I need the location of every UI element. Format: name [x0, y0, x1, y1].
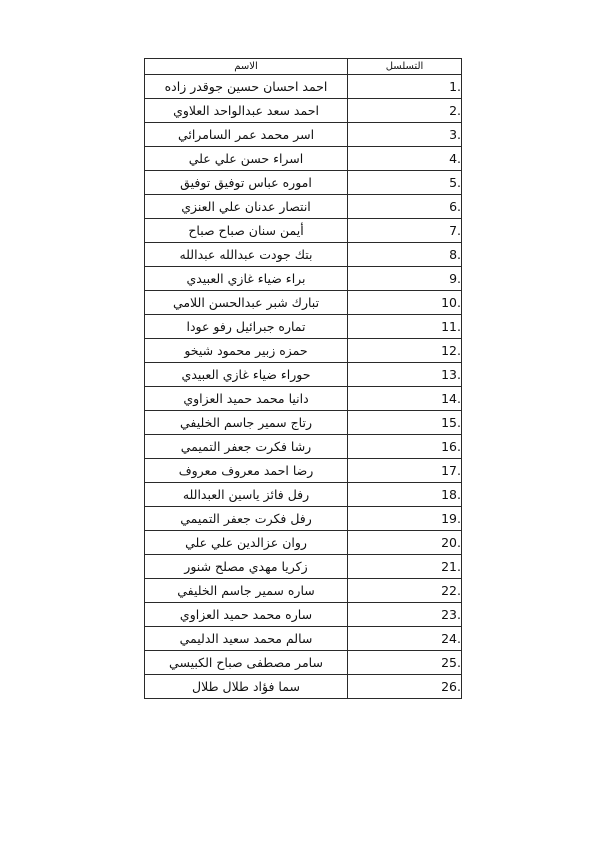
table-row: [145, 147, 462, 171]
sequence-cell: [348, 363, 462, 387]
sequence-cell: [348, 171, 462, 195]
name-cell: اسراء حسن علي علي: [145, 147, 348, 171]
sequence-number: .7: [449, 223, 461, 238]
sequence-number: .11: [441, 319, 461, 334]
sequence-number: .19: [441, 511, 461, 526]
table-row: [145, 627, 462, 651]
table-row: [145, 75, 462, 99]
table-row: [145, 339, 462, 363]
sequence-cell: [348, 99, 462, 123]
table-row: [145, 579, 462, 603]
table-row: [145, 435, 462, 459]
table-row: [145, 555, 462, 579]
sequence-number: .20: [441, 535, 461, 550]
table-row: [145, 675, 462, 699]
name-cell: براء ضياء غازي العبيدي: [145, 267, 348, 291]
sequence-number: .25: [441, 655, 461, 670]
sequence-number: .17: [441, 463, 461, 478]
sequence-cell: [348, 483, 462, 507]
name-cell: زكريا مهدي مصلح شنور: [145, 555, 348, 579]
name-cell: سالم محمد سعيد الدليمي: [145, 627, 348, 651]
table-row: [145, 363, 462, 387]
sequence-number: .3: [449, 127, 461, 142]
name-cell: اسر محمد عمر السامرائي: [145, 123, 348, 147]
sequence-cell: [348, 147, 462, 171]
table-row: [145, 195, 462, 219]
name-cell: تبارك شبر عبدالحسن اللامي: [145, 291, 348, 315]
sequence-cell: [348, 579, 462, 603]
sequence-number: .26: [441, 679, 461, 694]
table-row: [145, 387, 462, 411]
sequence-cell: [348, 243, 462, 267]
table-row: [145, 483, 462, 507]
name-cell: ساره سمير جاسم الخليفي: [145, 579, 348, 603]
name-cell: سما فؤاد طلال طلال: [145, 675, 348, 699]
sequence-number: .1: [449, 79, 461, 94]
name-cell: رشا فكرت جعفر التميمي: [145, 435, 348, 459]
sequence-cell: [348, 339, 462, 363]
sequence-cell: [348, 507, 462, 531]
name-cell: بتك جودت عبدالله عبدالله: [145, 243, 348, 267]
sequence-number: .8: [449, 247, 461, 262]
sequence-number: .10: [441, 295, 461, 310]
sequence-cell: [348, 267, 462, 291]
name-cell: حمزه زبير محمود شيخو: [145, 339, 348, 363]
sequence-number: .15: [441, 415, 461, 430]
name-cell: روان عزالدين علي علي: [145, 531, 348, 555]
name-cell: سامر مصطفى صباح الكبيسي: [145, 651, 348, 675]
sequence-number: .12: [441, 343, 461, 358]
name-cell: احمد سعد عبدالواحد العلاوي: [145, 99, 348, 123]
sequence-number: .4: [449, 151, 461, 166]
sequence-number: .9: [449, 271, 461, 286]
sequence-number: .6: [449, 199, 461, 214]
sequence-number: .18: [441, 487, 461, 502]
sequence-cell: [348, 651, 462, 675]
sequence-cell: [348, 531, 462, 555]
sequence-number: .24: [441, 631, 461, 646]
name-cell: ساره محمد حميد العزاوي: [145, 603, 348, 627]
sequence-cell: [348, 675, 462, 699]
sequence-number: .23: [441, 607, 461, 622]
name-cell: دانيا محمد حميد العزاوي: [145, 387, 348, 411]
table-row: [145, 219, 462, 243]
sequence-number: .14: [441, 391, 461, 406]
sequence-cell: [348, 459, 462, 483]
sequence-cell: [348, 627, 462, 651]
sequence-number: .2: [449, 103, 461, 118]
table-row: [145, 99, 462, 123]
table-row: [145, 651, 462, 675]
sequence-cell: [348, 387, 462, 411]
table-row: [145, 411, 462, 435]
sequence-cell: [348, 411, 462, 435]
name-cell: رفل فكرت جعفر التميمي: [145, 507, 348, 531]
name-cell: رتاج سمير جاسم الخليفي: [145, 411, 348, 435]
name-cell: حوراء ضياء غازي العبيدي: [145, 363, 348, 387]
sequence-cell: [348, 555, 462, 579]
table-row: [145, 267, 462, 291]
sequence-number: .5: [449, 175, 461, 190]
name-column-header: الاسم: [145, 59, 348, 75]
sequence-cell: [348, 291, 462, 315]
sequence-number: .16: [441, 439, 461, 454]
name-cell: رضا احمد معروف معروف: [145, 459, 348, 483]
table-row: [145, 507, 462, 531]
table-row: [145, 459, 462, 483]
sequence-column-header: التسلسل: [348, 59, 462, 75]
sequence-cell: [348, 603, 462, 627]
table-row: [145, 243, 462, 267]
table-row: [145, 603, 462, 627]
sequence-cell: [348, 123, 462, 147]
table-row: [145, 123, 462, 147]
sequence-number: .22: [441, 583, 461, 598]
name-cell: رفل فائز ياسين العبدالله: [145, 483, 348, 507]
sequence-number: .13: [441, 367, 461, 382]
name-list-table: [144, 58, 462, 699]
sequence-cell: [348, 219, 462, 243]
sequence-number: .21: [441, 559, 461, 574]
table-row: [145, 531, 462, 555]
sequence-cell: [348, 75, 462, 99]
name-cell: أيمن سنان صباح صباح: [145, 219, 348, 243]
sequence-cell: [348, 195, 462, 219]
table-body: [145, 75, 462, 699]
table-row: [145, 291, 462, 315]
table-row: [145, 171, 462, 195]
name-cell: اموره عباس توفيق توفيق: [145, 171, 348, 195]
name-cell: انتصار عدنان علي العنزي: [145, 195, 348, 219]
name-cell: تماره جبرائيل رفو عودا: [145, 315, 348, 339]
sequence-cell: [348, 435, 462, 459]
table-header-row: [145, 59, 462, 75]
name-cell: احمد احسان حسين جوقدر زاده: [145, 75, 348, 99]
table-row: [145, 315, 462, 339]
sequence-cell: [348, 315, 462, 339]
